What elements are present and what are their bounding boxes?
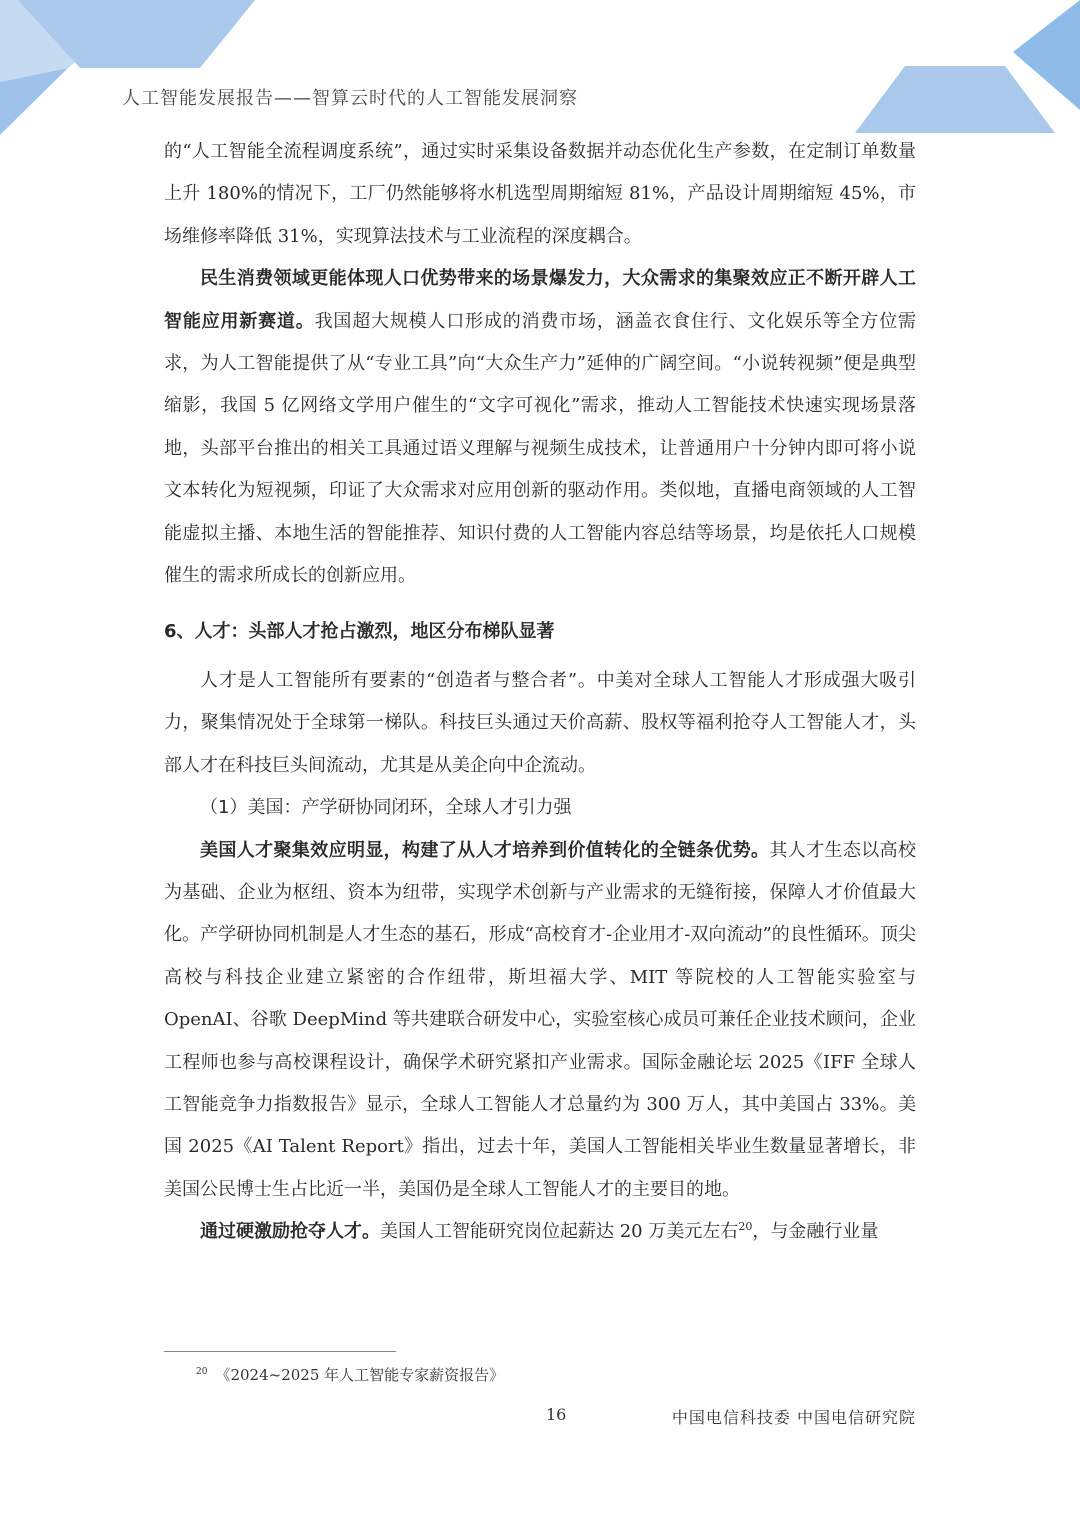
decor-shape-left-light (0, 0, 150, 82)
paragraph-3: 人才是人工智能所有要素的“创造者与整合者”。中美对全球人工智能人才形成强大吸引力，聚集情况处于全球第一梯队。科技巨头通过天价高薪、股权等福利抢夺人工智能人才，头部人才在科技巨头间流动，尤其是从美企向中企流动。 (164, 669, 916, 776)
paragraph-5-text: 美国人工智能研究岗位起薪达 20 万美元左右 (380, 1221, 739, 1243)
section-heading-talent: 6、人才：头部人才抢占激烈，地区分布梯队显著 (164, 621, 555, 643)
footnote-20 (196, 1364, 504, 1385)
paragraph-4-lead: 美国人才聚集效应明显，构建了从人才培养到价值转化的全链条优势。 (200, 839, 770, 861)
header-decoration (0, 0, 1080, 140)
footer-publisher: 中国电信科技委 中国电信研究院 (671, 1408, 916, 1427)
decor-shape-right-light (855, 66, 1055, 133)
report-header-title: 人工智能发展报告——智算云时代的人工智能发展洞察 (122, 88, 578, 109)
paragraph-5-lead: 通过硬激励抢夺人才。 (200, 1221, 380, 1243)
footnote-marker: 20 (196, 1367, 208, 1377)
paragraph-5 (164, 1211, 916, 1253)
paragraph-2-lead: 民生消费领域更能体现人口优势带来的场景爆发力，大众需求的集聚效应正不断开辟人工智能应用新赛道。 (164, 268, 916, 332)
footnote-divider (164, 1351, 396, 1352)
paragraph-4 (164, 830, 916, 1212)
paragraph-5-tail: ，与金融行业量 (752, 1221, 879, 1243)
decor-shape-right-dark (1013, 0, 1080, 110)
decor-shape-top-band (18, 0, 255, 68)
sub-heading-usa: （1）美国：产学研协同闭环，全球人才引力强 (200, 797, 572, 819)
paragraph-4-text: 其人才生态以高校为基础、企业为枢纽、资本为纽带，实现学术创新与产业需求的无缝衔接，保障人才价值最大化。产学研协同机制是人才生态的基石，形成“高校育才-企业用才-双向流动”的良性循环。顶尖高校与科技企业建立紧密的合作纽带，斯坦福大学、MIT 等院校的人工智能实验室与 OpenAI、谷歌 DeepMind 等共建联合研发中心，实验室核心成员可兼任企业技术顾问，企业工程师也参与高校课程设计，确保学术研究紧扣产业需求。国际金融论坛 2025《IFF 全球人工智能竞争力指数报告》显示，全球人工智能人才总量约为 300 万人，其中美国占 33%。美国 2025《AI Talent Report》指出，过去十年，美国人工智能相关毕业生数量显著增长，非美国公民博士生占比近一半，美国仍是全球人工智能人才的主要目的地。 (164, 839, 917, 1200)
page-number: 16 (546, 1405, 567, 1424)
decor-shape-left-dark (0, 68, 68, 135)
paragraph-1: 的“人工智能全流程调度系统”，通过实时采集设备数据并动态优化生产参数，在定制订单数量上升 180%的情况下，工厂仍然能够将水机选型周期缩短 81%，产品设计周期缩短 45%，市场维修率降低 31%，实现算法技术与工业流程的深度耦合。 (164, 141, 916, 247)
paragraph-2-text: 我国超大规模人口形成的消费市场，涵盖衣食住行、文化娱乐等全方位需求，为人工智能提供了从“专业工具”向“大众生产力”延伸的广阔空间。“小说转视频”便是典型缩影，我国 5 亿网络文学用户催生的“文字可视化”需求，推动人工智能技术快速实现场景落地，头部平台推出的相关工具通过语义理解与视频生成技术，让普通用户十分钟内即可将小说文本转化为短视频，印证了大众需求对应用创新的驱动作用。类似地，直播电商领域的人工智能虚拟主播、本地生活的智能推荐、知识付费的人工智能内容总结等场景，均是依托人口规模催生的需求所成长的创新应用。 (164, 310, 917, 587)
paragraph-2 (164, 258, 916, 597)
page-body (164, 131, 916, 1254)
footnote-ref-20[interactable]: 20 (738, 1220, 753, 1234)
footnote-text: 《2024~2025 年人工智能专家薪资报告》 (215, 1366, 505, 1384)
